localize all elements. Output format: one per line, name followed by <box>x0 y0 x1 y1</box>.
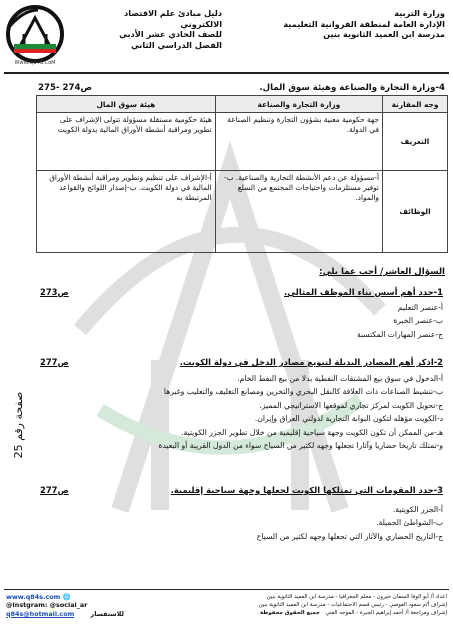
footer-credits <box>147 593 447 617</box>
question-2: 2-اذكر أهم المصادر البديلة لتنويع مصادر الدخل في دولة الكويت. <box>179 357 443 367</box>
section4-title: 4-وزارة التجارة والصناعة وهيئة سوق المال. <box>259 83 445 93</box>
answer-item: ب-تنشيط الصناعات ذات العلاقة كالنقل البحري والتخزين ومصانع التغليف والتعليب وغيرها <box>163 387 443 397</box>
answer-item: هـ-من الممكن أن تكون الكويت وجهة سياحية إقليمية من خلال تطوير الجزر الكويتية. <box>181 427 443 437</box>
row-label: التعريف <box>383 113 448 171</box>
page-number-text: صفحة رقم 25 <box>12 391 25 459</box>
answer-item: أ-عنصر التعليم <box>397 303 443 312</box>
website-text[interactable]: www.q84s.com <box>6 593 61 601</box>
tenth-question-heading: السؤال العاشر/ أجب عما يلي: <box>319 267 445 277</box>
answer-item: أ-الجزر الكويتية. <box>392 505 443 514</box>
table-row <box>37 113 448 171</box>
answer-item: ب-عنصر الخبرة <box>393 316 443 326</box>
header-authority: هيئة سوق المال <box>37 96 216 113</box>
header-compare: وجه المقارنة <box>383 96 448 113</box>
footer-divider <box>4 589 449 590</box>
school-name: مدرسة ابن العميد الثانوية بنين <box>323 29 445 39</box>
question-1-page: ص273 <box>40 287 69 297</box>
consult-label: للاستفسار <box>90 609 124 618</box>
header-divider <box>4 72 449 74</box>
page-number-label <box>6 385 28 465</box>
ministry-name: وزارة التربية <box>394 8 445 18</box>
email-link[interactable]: q84s@hotmail.com <box>6 609 75 618</box>
question-2-page: ص277 <box>40 357 69 367</box>
credit-supervised-by: إشراف أ/م سعود العوضي - رئيس قسم الاجتماعيات - مدرسة ابن العميد الثانوية بنين <box>258 602 447 608</box>
semester-label: الفصل الدراسي الثاني <box>131 39 222 50</box>
section4-pages: ص274 -275 <box>38 83 93 93</box>
table-header-row <box>37 96 448 113</box>
credit-reviewed-by <box>147 609 447 617</box>
question-3: 3-حدد المقومات التي تمتلكها الكويت لجعلها وجهة سياحية إقليمية. <box>170 485 443 495</box>
rights-notice: جميع الحقوق محفوظة <box>260 610 320 616</box>
ministry-cell: أ-مسؤولة عن دعم الأنشطة التجارية والصناعية. ب-توفير مستلزمات واحتياجات المجتمع من السلع والمواد. <box>215 171 382 253</box>
instagram-link[interactable] <box>6 601 136 609</box>
question-3-answers <box>23 503 443 543</box>
instagram-text[interactable]: @Instgram: @social_ar <box>6 601 88 610</box>
row-label: الوظائف <box>383 171 448 253</box>
question-3-page: ص277 <box>40 485 69 495</box>
footer-contact <box>6 593 136 618</box>
question-2-answers <box>23 372 443 452</box>
answer-item: و-تمتلك تاريخا حضاريا وآثارا تجعلها وجهه لكثير من السياح سواء من الدول القريبة أو البعيدة <box>158 441 443 451</box>
authority-cell: هيئة حكومية مستقلة مسؤولة تتولى الإشراف على تطوير ومراقبة أنشطة الأوراق المالية بدولة الكويت <box>37 113 216 171</box>
table-row <box>37 171 448 253</box>
comparison-table <box>36 95 448 253</box>
header-ministry: وزارة التجارة والصناعة <box>215 96 382 113</box>
answer-item: أ-الدخول في سوق بيع المشتقات النفطية بدلا من بيع النفط الخام. <box>237 374 443 383</box>
answer-item: ج-تحويل الكويت لمركز تجاري لموقعها الاستراتيجي المميز. <box>259 400 443 410</box>
directorate-name: الإدارة العامة لمنطقة الفروانية التعليمية <box>283 18 445 29</box>
answer-item: ج-التاريخ الحضاري والآثار التي تجعلها وجهه لكثير من السياح <box>256 531 443 541</box>
answer-item: د-الكويت مؤهله لتكون البوابة التجارية لدولتي العراق وإيران. <box>254 414 443 424</box>
answer-item: ج-عنصر المهارات المكتسبة <box>356 329 443 339</box>
answer-item: ب-الشواطئ الجميلة. <box>376 518 443 528</box>
logo-caption: WwW.Q84S.CoM <box>14 60 56 66</box>
guide-title: دليل مبادئ علم الاقتصاد الالكتروني <box>124 8 222 29</box>
credit-reviewer: إشراف ومراجعة أ/ أحمد إبراهيم الجبرة - الموجه الفني <box>325 610 447 616</box>
website-link[interactable]: www.q84s.com 🌐 <box>6 593 71 601</box>
header-center <box>92 8 222 50</box>
grade-label: للصف الحادي عشر الأدبي <box>119 29 222 39</box>
question-1: 1-حدد أهم أسس بناء الموظف المثالي. <box>284 287 443 297</box>
authority-cell: أ-الإشراف على تنظيم وتطوير ومراقبة أنشطة الأوراق المالية في دولة الكويت. ب-إصدار اللوائح والقواعد المرتبطة به <box>37 171 216 253</box>
credit-prepared-by: اعداد أ/ أبو الوفا السمان خيرون - معلم الجغرافيا - مدرسة ابن العميد الثانوية بنين <box>266 594 447 600</box>
header-right <box>275 8 445 40</box>
question-1-answers <box>23 301 443 341</box>
ministry-cell: جهة حكومية معنية بشؤون التجارة وتنظيم الصناعة في الدولة. <box>215 113 382 171</box>
email-line <box>6 610 136 618</box>
